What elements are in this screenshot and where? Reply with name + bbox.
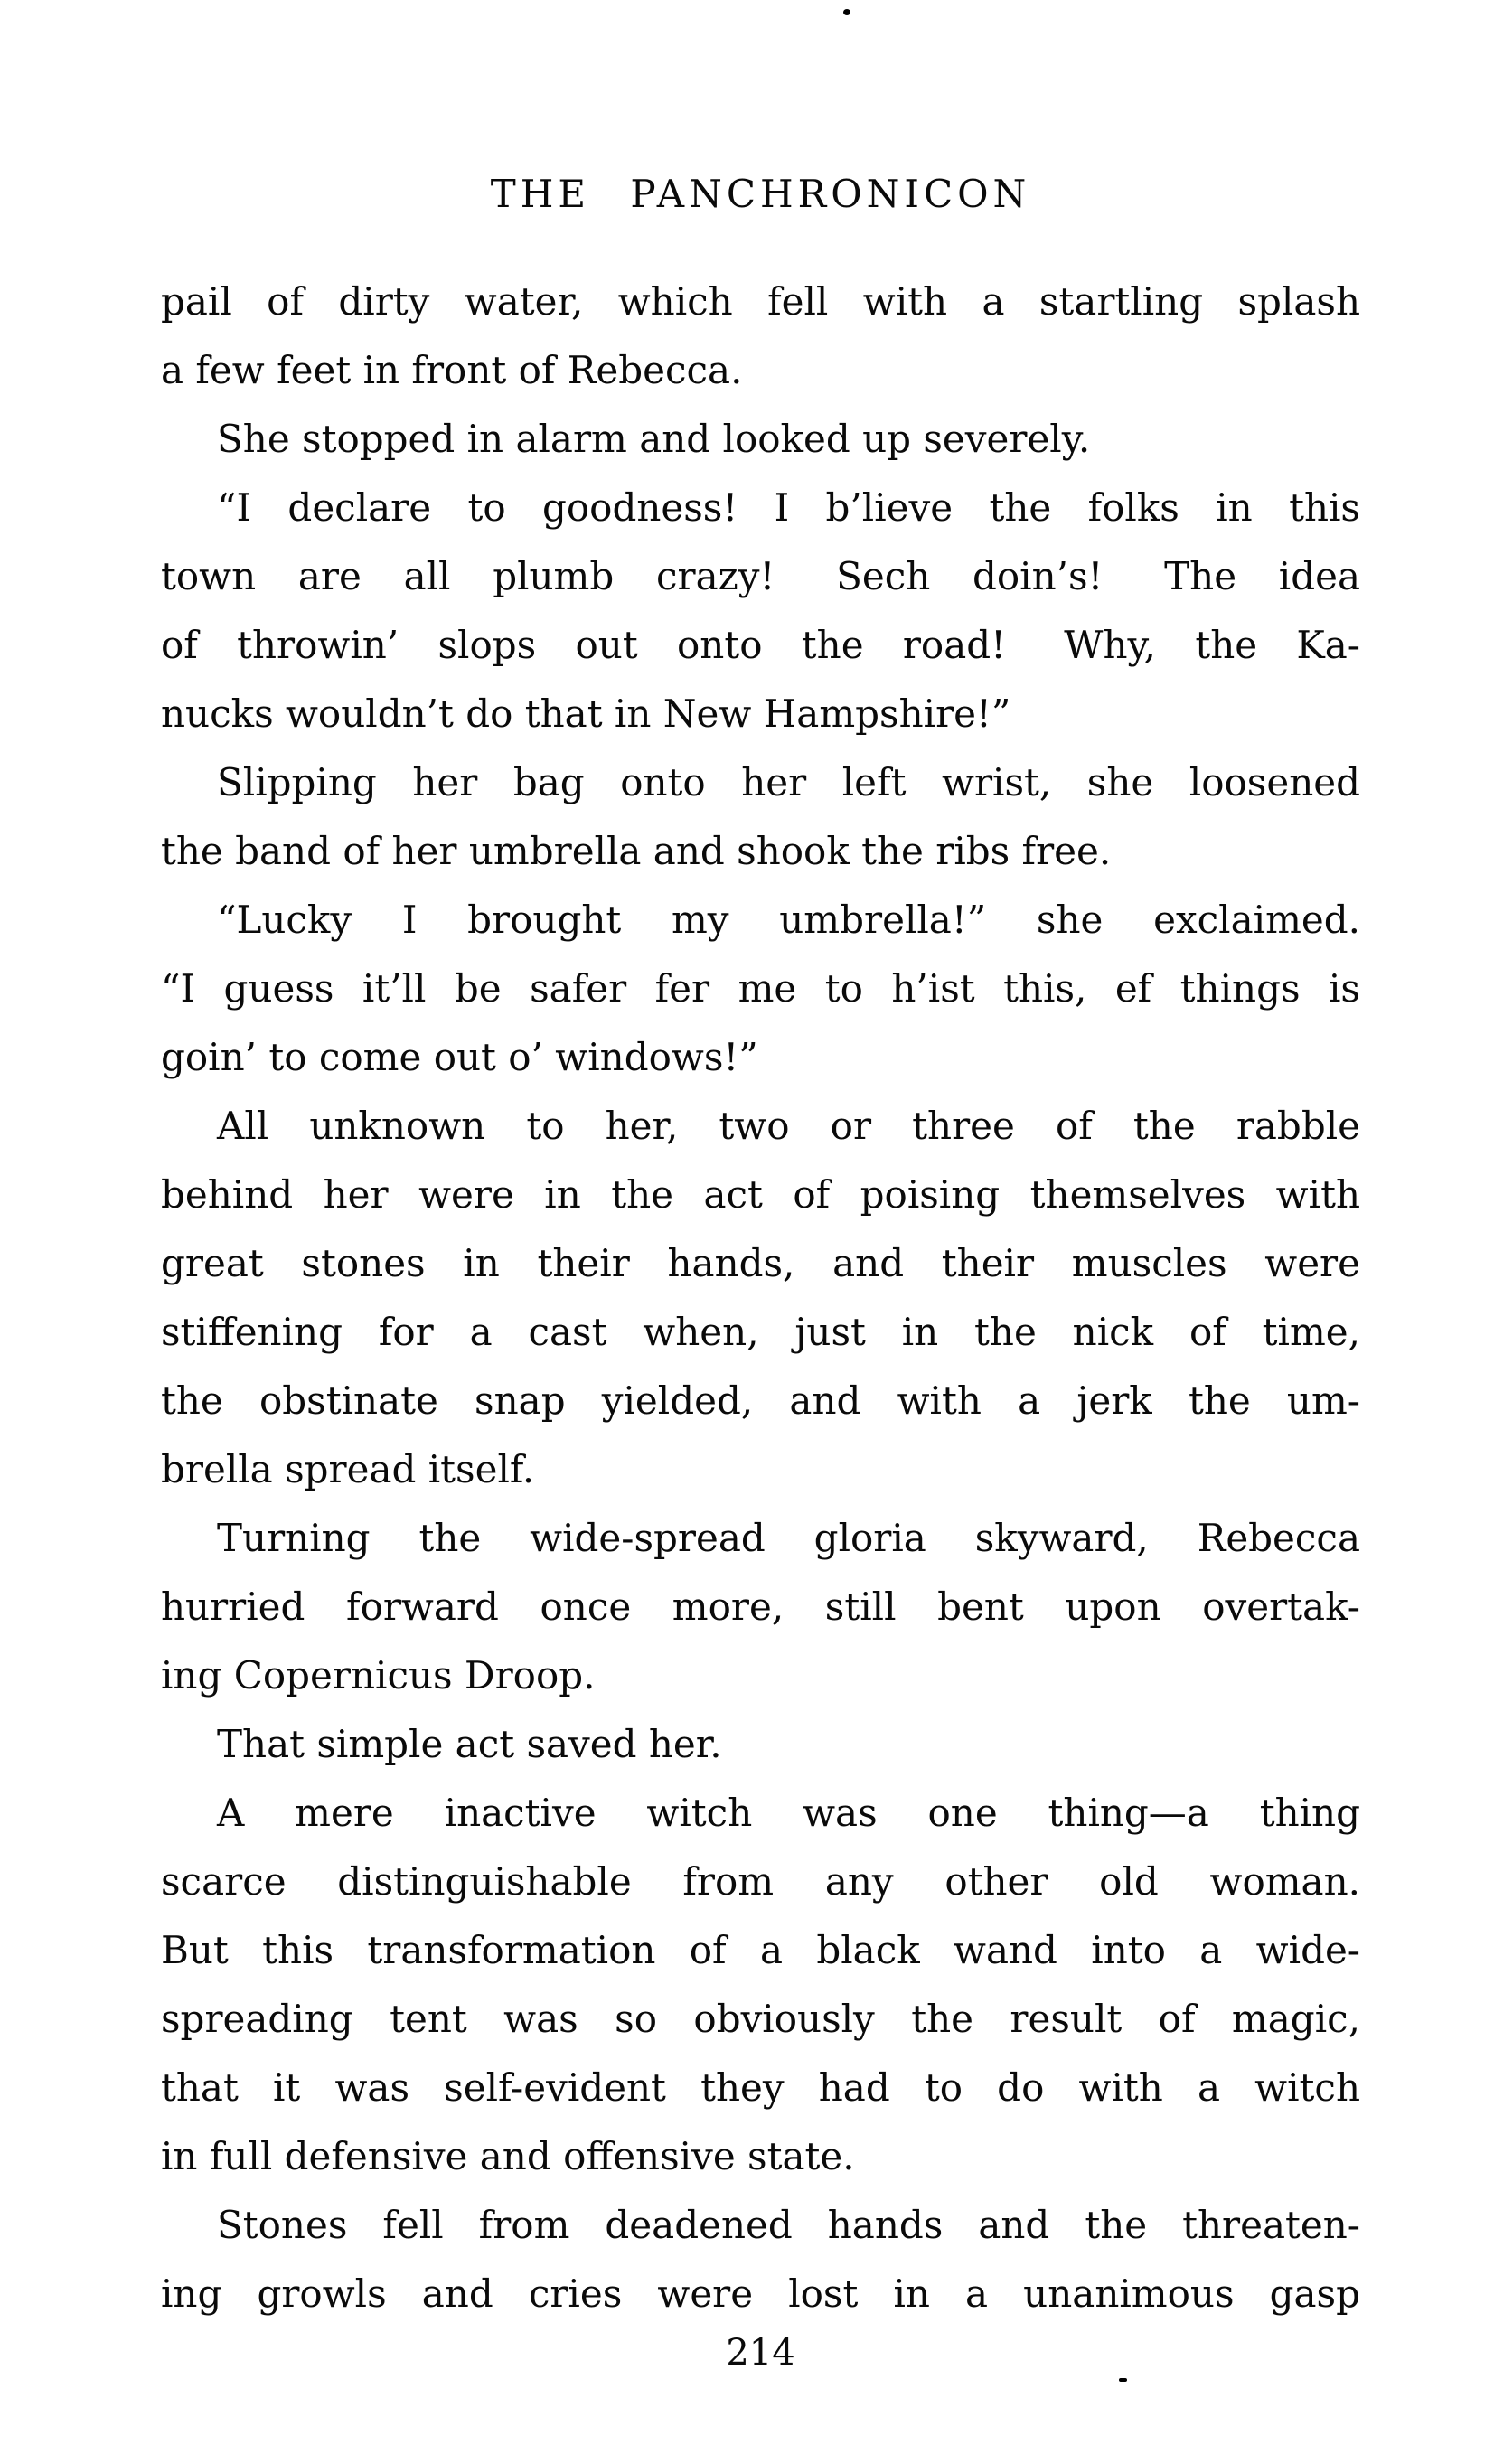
text-line: pail of dirty water, which fell with a startling splash <box>161 279 1360 324</box>
text-line: town are all plumb crazy! Sech doin’s! The idea <box>161 554 1360 598</box>
text-line: the band of her umbrella and shook the ribs free. <box>161 829 1112 873</box>
running-header: THE PANCHRONICON <box>490 172 1031 216</box>
text-line: spreading tent was so obviously the result of magic, <box>161 1997 1360 2041</box>
text-line: of throwin’ slops out onto the road! Why, the Ka- <box>161 623 1360 667</box>
text-line: hurried forward once more, still bent upon overtak- <box>161 1585 1360 1629</box>
text-line: “Lucky I brought my umbrella!” she exclaimed. <box>217 898 1360 942</box>
text-line: a few feet in front of Rebecca. <box>161 348 743 392</box>
text-line: brella spread itself. <box>161 1447 535 1491</box>
text-line: A mere inactive witch was one thing—a thing <box>217 1791 1360 1835</box>
scan-speck <box>1119 2378 1127 2382</box>
text-line: that it was self-evident they had to do with a witch <box>161 2065 1360 2110</box>
text-line: behind her were in the act of poising themselves with <box>161 1172 1360 1217</box>
page-number: 214 <box>726 2332 795 2374</box>
text-line: ing Copernicus Droop. <box>161 1653 596 1698</box>
text-line: But this transformation of a black wand into a wide- <box>161 1928 1360 1972</box>
text-line: All unknown to her, two or three of the rabble <box>217 1104 1360 1148</box>
text-line: ing growls and cries were lost in a unanimous gasp <box>161 2271 1360 2316</box>
text-line: Turning the wide-spread gloria skyward, Rebecca <box>217 1516 1360 1560</box>
text-line: the obstinate snap yielded, and with a jerk the um- <box>161 1378 1360 1423</box>
text-line: scarce distinguishable from any other old woman. <box>161 1859 1360 1904</box>
text-line: great stones in their hands, and their muscles were <box>161 1241 1360 1285</box>
page-text <box>161 268 1360 2328</box>
text-line: nucks wouldn’t do that in New Hampshire!” <box>161 691 1011 736</box>
text-line: goin’ to come out o’ windows!” <box>161 1035 758 1079</box>
text-line: That simple act saved her. <box>217 1722 722 1766</box>
text-line: stiffening for a cast when, just in the nick of time, <box>161 1310 1360 1354</box>
text-line: She stopped in alarm and looked up severely. <box>217 417 1091 461</box>
scan-speck <box>843 9 850 15</box>
text-line: in full defensive and offensive state. <box>161 2134 855 2178</box>
text-line: Slipping her bag onto her left wrist, she loosened <box>217 760 1360 804</box>
text-line: Stones fell from deadened hands and the threaten- <box>217 2203 1360 2247</box>
text-line: “I guess it’ll be safer fer me to h’ist this, ef things is <box>161 966 1360 1011</box>
text-line: “I declare to goodness! I b’lieve the folks in this <box>217 485 1360 530</box>
